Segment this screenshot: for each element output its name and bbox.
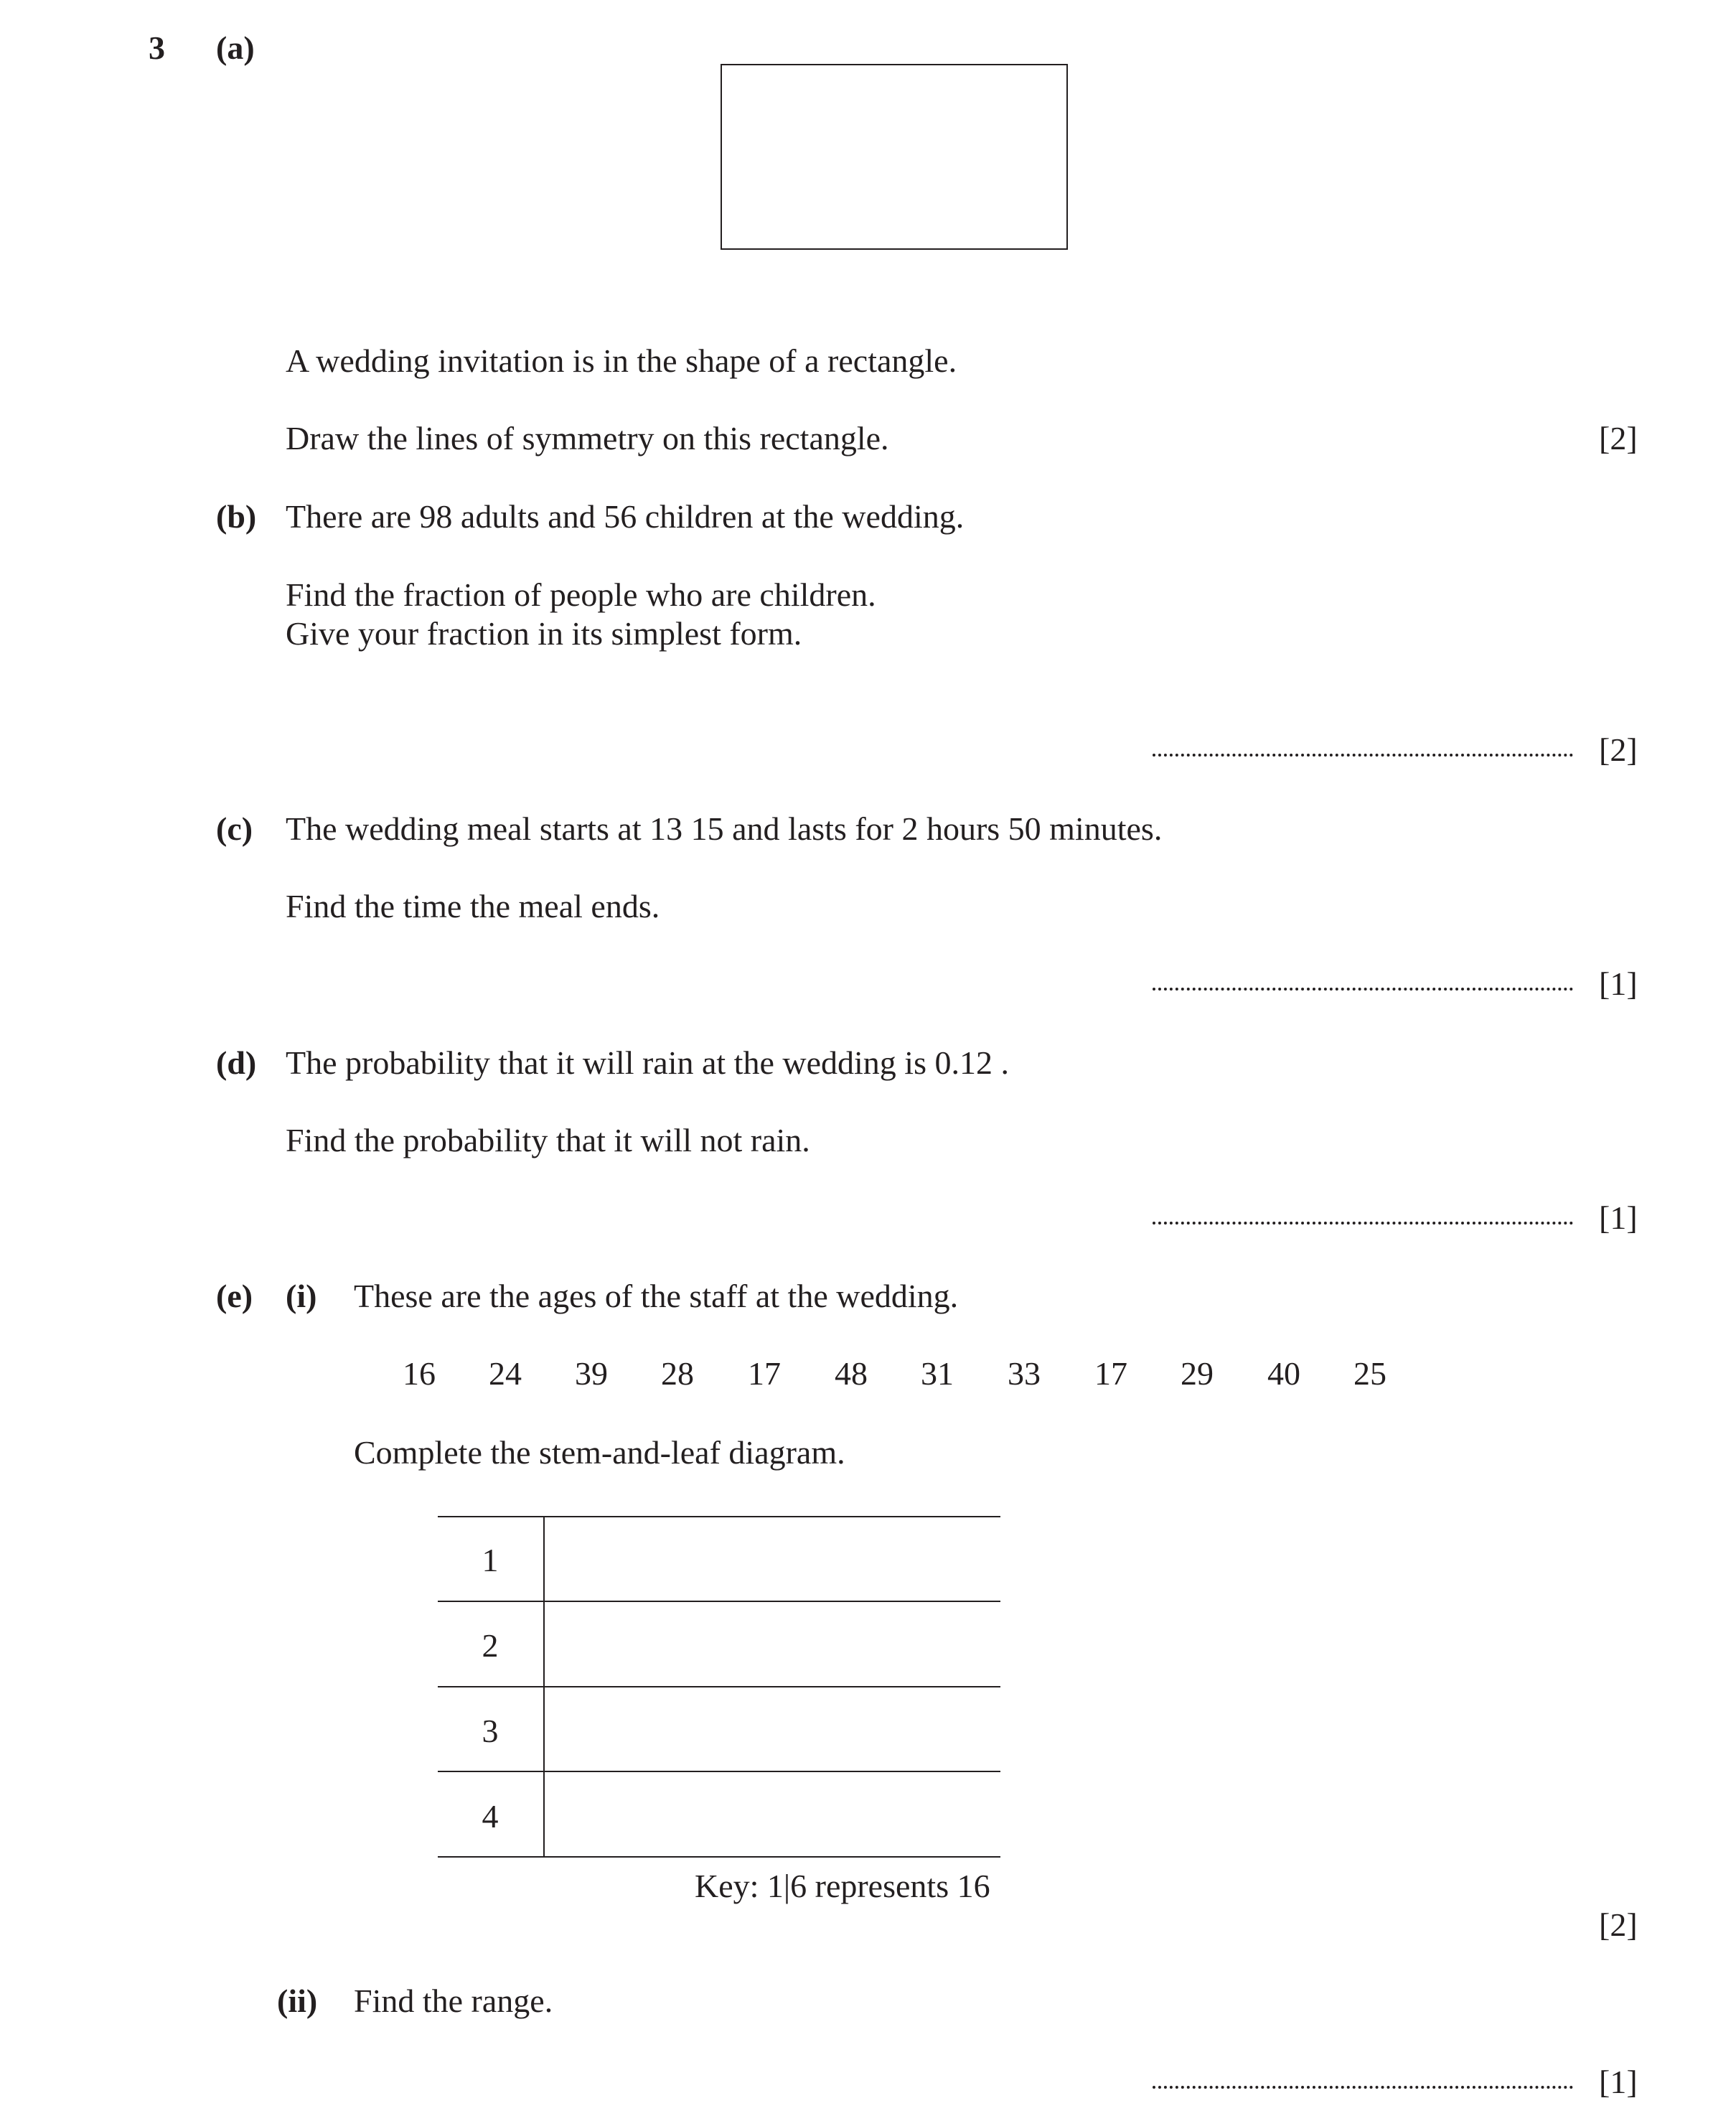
age-value: 28	[661, 1355, 694, 1392]
part-d-marks: [1]	[1599, 1199, 1638, 1236]
part-e-ii-marks: [1]	[1599, 2064, 1638, 2100]
part-c-label: (c)	[216, 810, 253, 847]
stem-1: 1	[482, 1542, 499, 1578]
part-a-marks: [2]	[1599, 420, 1638, 456]
age-value: 39	[575, 1355, 608, 1392]
part-b-text-2: Find the fraction of people who are children.	[286, 576, 876, 613]
part-b-marks: [2]	[1599, 731, 1638, 768]
age-value: 40	[1267, 1355, 1300, 1392]
invitation-rectangle[interactable]	[721, 64, 1068, 250]
part-e-i-marks: [2]	[1599, 1906, 1638, 1943]
age-value: 17	[1094, 1355, 1127, 1392]
stem-divider	[543, 1516, 545, 1857]
part-c-text-1: The wedding meal starts at 13 15 and lasts for 2 hours 50 minutes.	[286, 810, 1163, 847]
table-rule	[438, 1856, 1000, 1858]
age-value: 17	[748, 1355, 781, 1392]
leaf-cell-3[interactable]	[545, 1687, 999, 1771]
age-value: 33	[1008, 1355, 1041, 1392]
part-d-text-2: Find the probability that it will not rain.	[286, 1122, 810, 1158]
part-b-text-1: There are 98 adults and 56 children at the wedding.	[286, 498, 965, 535]
age-value: 48	[835, 1355, 868, 1392]
part-d-text-1: The probability that it will rain at the wedding is 0.12 .	[286, 1044, 1009, 1081]
stem-4: 4	[482, 1798, 499, 1835]
leaf-cell-1[interactable]	[545, 1517, 999, 1601]
part-c-marks: [1]	[1599, 965, 1638, 1002]
age-value: 25	[1353, 1355, 1387, 1392]
stem-3: 3	[482, 1713, 499, 1749]
leaf-cell-2[interactable]	[545, 1602, 999, 1685]
stem-2: 2	[482, 1627, 499, 1664]
part-c-answer-line[interactable]	[1153, 988, 1573, 991]
stem-leaf-key: Key: 1|6 represents 16	[695, 1868, 990, 1904]
age-value: 31	[921, 1355, 954, 1392]
part-e-i-text: These are the ages of the staff at the wedding.	[354, 1278, 959, 1314]
age-value: 29	[1181, 1355, 1214, 1392]
age-value: 16	[403, 1355, 436, 1392]
part-b-label: (b)	[216, 498, 257, 535]
part-e-label: (e)	[216, 1278, 253, 1314]
part-a-label: (a)	[216, 29, 255, 66]
part-b-answer-line[interactable]	[1153, 754, 1573, 757]
leaf-cell-4[interactable]	[545, 1772, 999, 1855]
part-d-label: (d)	[216, 1044, 257, 1081]
part-c-text-2: Find the time the meal ends.	[286, 888, 660, 924]
part-e-ii-text: Find the range.	[354, 1982, 553, 2019]
part-a-text-1: A wedding invitation is in the shape of a rectangle.	[286, 342, 957, 379]
part-e-i-label: (i)	[286, 1278, 317, 1314]
part-b-text-3: Give your fraction in its simplest form.	[286, 615, 802, 652]
question-number: 3	[149, 29, 165, 66]
part-d-answer-line[interactable]	[1153, 1222, 1573, 1225]
age-value: 24	[489, 1355, 522, 1392]
part-e-ii-answer-line[interactable]	[1153, 2086, 1573, 2089]
stem-leaf-instruction: Complete the stem-and-leaf diagram.	[354, 1434, 845, 1471]
part-a-text-2: Draw the lines of symmetry on this rectangle.	[286, 420, 889, 456]
part-e-ii-label: (ii)	[277, 1982, 318, 2019]
